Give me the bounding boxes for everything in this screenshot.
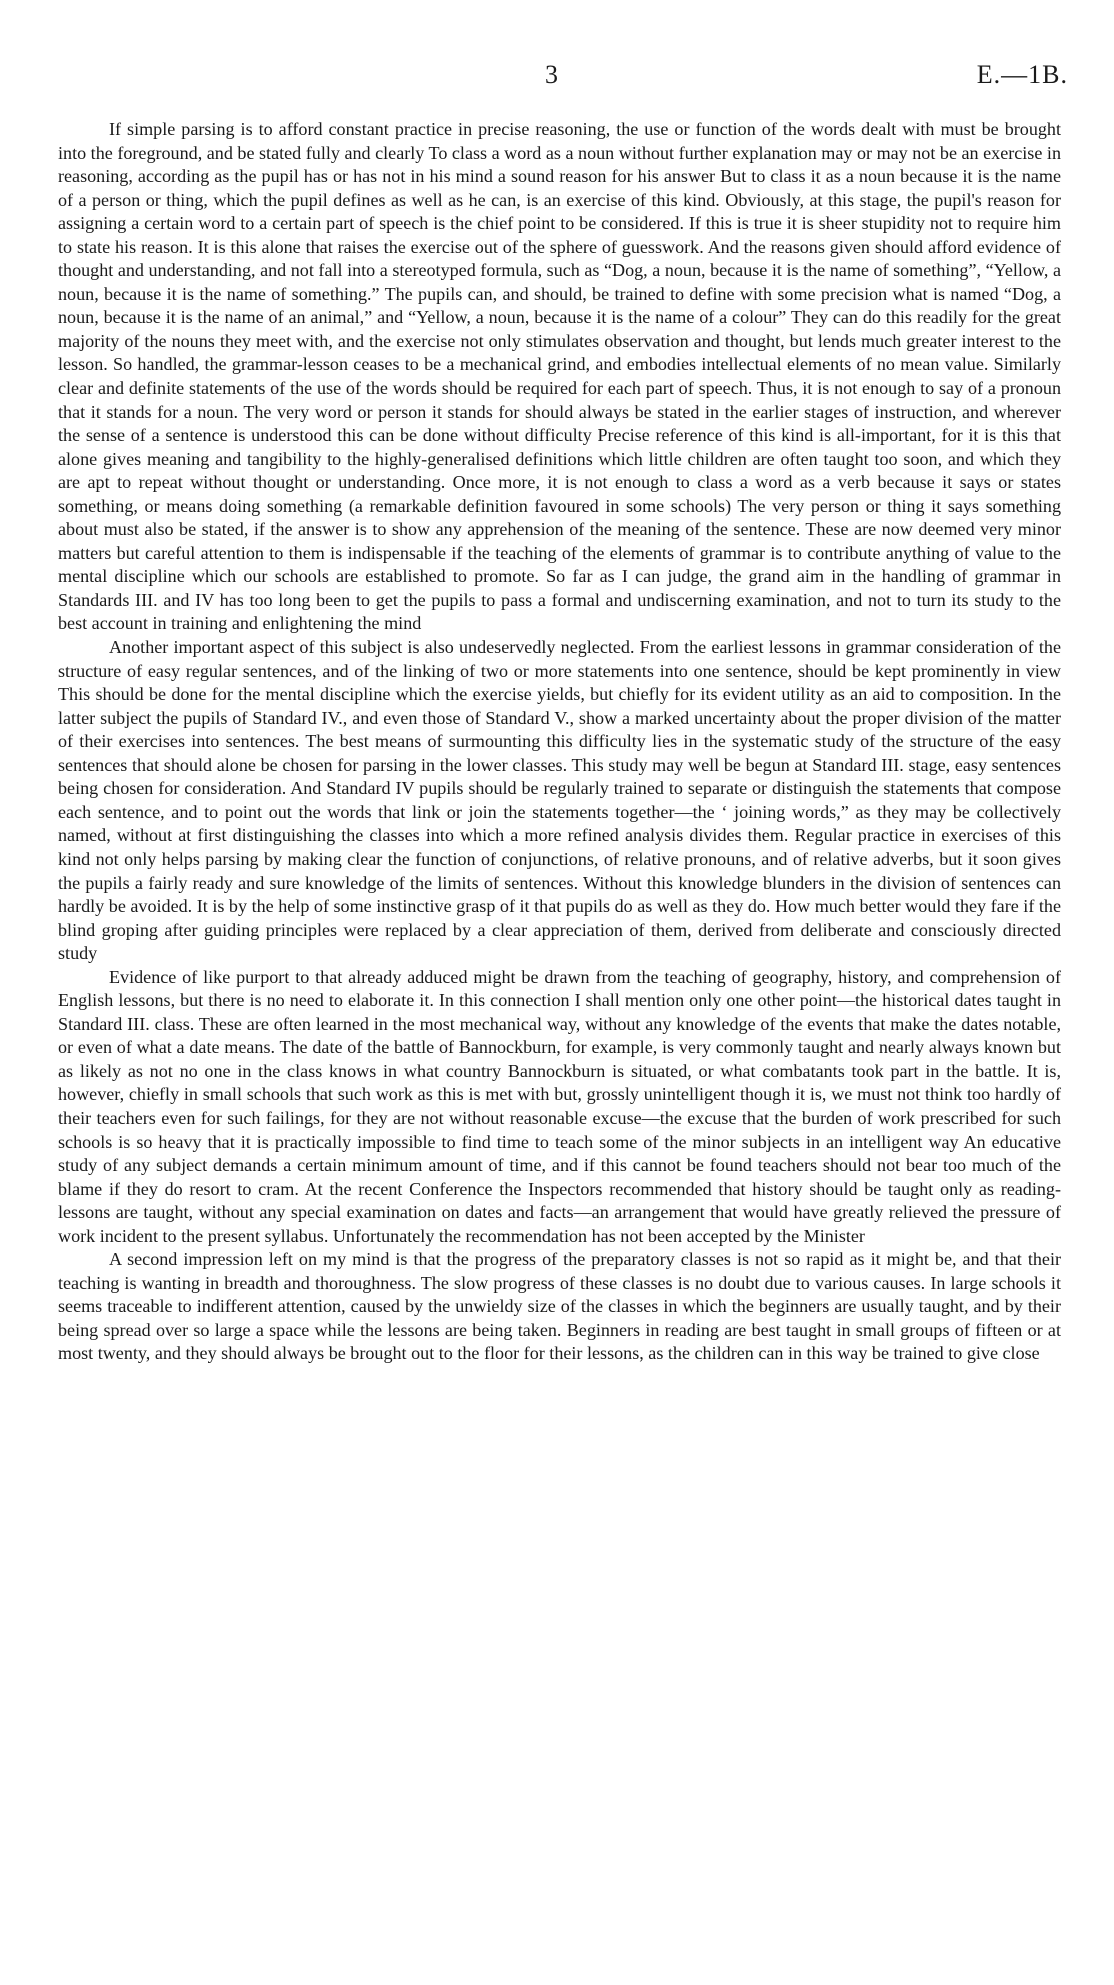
paragraph-preparatory-classes: A second impression left on my mind is that the progress of the preparatory classes is not so rapid as it might be, and that their teaching is wanting in breadth and thoroughness. The slow progress of these classes is no doubt due to various causes. In large schools it seems traceable to indifferent attention, caused by the unwieldy size of the classes in which the beginners are usually taught, and by their being spread over so large a space while the lessons are being taken. Beginners in reading are best taught in small groups of fifteen or at most twenty, and they should always be brought out to the floor for their lessons, as the children can in this way be trained to give close xyxy=(58,1249,1061,1364)
paragraph-sentence-structure: Another important aspect of this subject is also undeservedly neglected. From the earliest lessons in grammar consideration of the structure of easy regular sentences, and of the linking of two or more statements into one sentence, should be kept prominently in view This should be done for the mental discipline which the exercise yields, but chiefly for its evident utility as an aid to composition. In the latter subject the pupils of Standard IV., and even those of Standard V., show a marked uncertainty about the proper division of the matter of their exercises into sentences. The best means of surmounting this difficulty lies in the systematic study of the structure of the easy sentences that should alone be chosen for parsing in the lower classes. This study may well be begun at Standard III. stage, easy sentences being chosen for consideration. And Standard IV pupils should be regularly trained to separate or distinguish the statements that compose each sentence, and to point out the words that link or join the statements together—the ‘ joining words,” as they may be collectively named, without at first distinguishing the classes into which a more refined analysis divides them. Regular practice in exercises of this kind not only helps parsing by making clear the function of conjunctions, of relative pronouns, and of relative adverbs, but it soon gives the pupils a fairly ready and sure knowledge of the limits of sentences. Without this knowledge blunders in the division of sentences can hardly be avoided. It is by the help of some instinctive grasp of it that pupils do as well as they do. How much better would they fare if the blind groping after guiding principles were replaced by a clear appreciation of them, derived from deliberate and consciously directed study xyxy=(58,637,1061,964)
page-header xyxy=(0,60,1114,100)
document-reference: E.—1B. xyxy=(976,60,1068,89)
paragraph-parsing: If simple parsing is to afford constant practice in precise reasoning, the use or function of the words dealt with must be brought into the foreground, and be stated fully and clearly To class a word as a noun without further explanation may or may not be an exercise in reasoning, according as the pupil has or has not in his mind a sound reason for his answer But to class it as a noun because it is the name of a person or thing, which the pupil defines as well as he can, is an exercise of this kind. Obviously, at this stage, the pupil's reason for assigning a certain word to a certain part of speech is the chief point to be considered. If this is true it is sheer stupidity not to require him to state his reason. It is this alone that raises the exercise out of the sphere of guesswork. And the reasons given should afford evidence of thought and understanding, and not fall into a stereotyped formula, such as “Dog, a noun, because it is the name of something”, “Yellow, a noun, because it is the name of something.” The pupils can, and should, be trained to define with some precision what is named “Dog, a noun, because it is the name of an animal,” and “Yellow, a noun, because it is the name of a colour” They can do this readily for the great majority of the nouns they meet with, and the exercise not only stimulates observation and thought, but lends much greater interest to the lesson. So handled, the grammar-lesson ceases to be a mechanical grind, and embodies intellectual elements of no mean value. Similarly clear and definite statements of the use of the words should be required for each part of speech. Thus, it is not enough to say of a pronoun that it stands for a noun. The very word or person it stands for should always be stated in the earlier stages of instruction, and wherever the sense of a sentence is understood this can be done without difficulty Precise reference of this kind is all-important, for it is this that alone gives meaning and tangibility to the highly-generalised definitions which little children are often taught too soon, and which they are apt to repeat without thought or understanding. Once more, it is not enough to class a word as a verb because it says or states something, or means doing something (a remarkable definition favoured in some schools) The very person or thing it says something about must also be stated, if the answer is to show any apprehension of the meaning of the sentence. These are now deemed very minor matters but careful attention to them is indispensable if the teaching of the elements of grammar is to contribute anything of value to the mental discipline which our schools are established to promote. So far as I can judge, the grand aim in the handling of grammar in Standards III. and IV has too long been to get the pupils to pass a formal and undiscerning examination, and not to turn its study to the best account in training and enlightening the mind xyxy=(58,119,1061,634)
body-text xyxy=(58,118,1061,1366)
page-number: 3 xyxy=(545,60,558,89)
paragraph-evidence: Evidence of like purport to that already adduced might be drawn from the teaching of geography, history, and comprehension of English lessons, but there is no need to elaborate it. In this connection I shall mention only one other point—the historical dates taught in Standard III. class. These are often learned in the most mechanical way, without any knowledge of the events that make the dates notable, or even of what a date means. The date of the battle of Bannockburn, for example, is very commonly taught and nearly always known but as likely as not no one in the class knows in what country Bannockburn is situated, or what combatants took part in the battle. It is, however, chiefly in small schools that such work as this is met with but, grossly unintelligent though it is, we must not think too hardly of their teachers even for such failings, for they are not without reasonable excuse—the excuse that the burden of work prescribed for such schools is so heavy that it is practically impossible to find time to teach some of the minor subjects in an intelligent way An educative study of any subject demands a certain minimum amount of time, and if this cannot be found teachers should not bear too much of the blame if they do resort to cram. At the recent Conference the Inspectors recommended that history should be taught only as reading-lessons are taught, without any special examination on dates and facts—an arrangement that would have greatly relieved the pressure of work incident to the present syllabus. Unfortunately the recommendation has not been accepted by the Minister xyxy=(58,966,1061,1246)
